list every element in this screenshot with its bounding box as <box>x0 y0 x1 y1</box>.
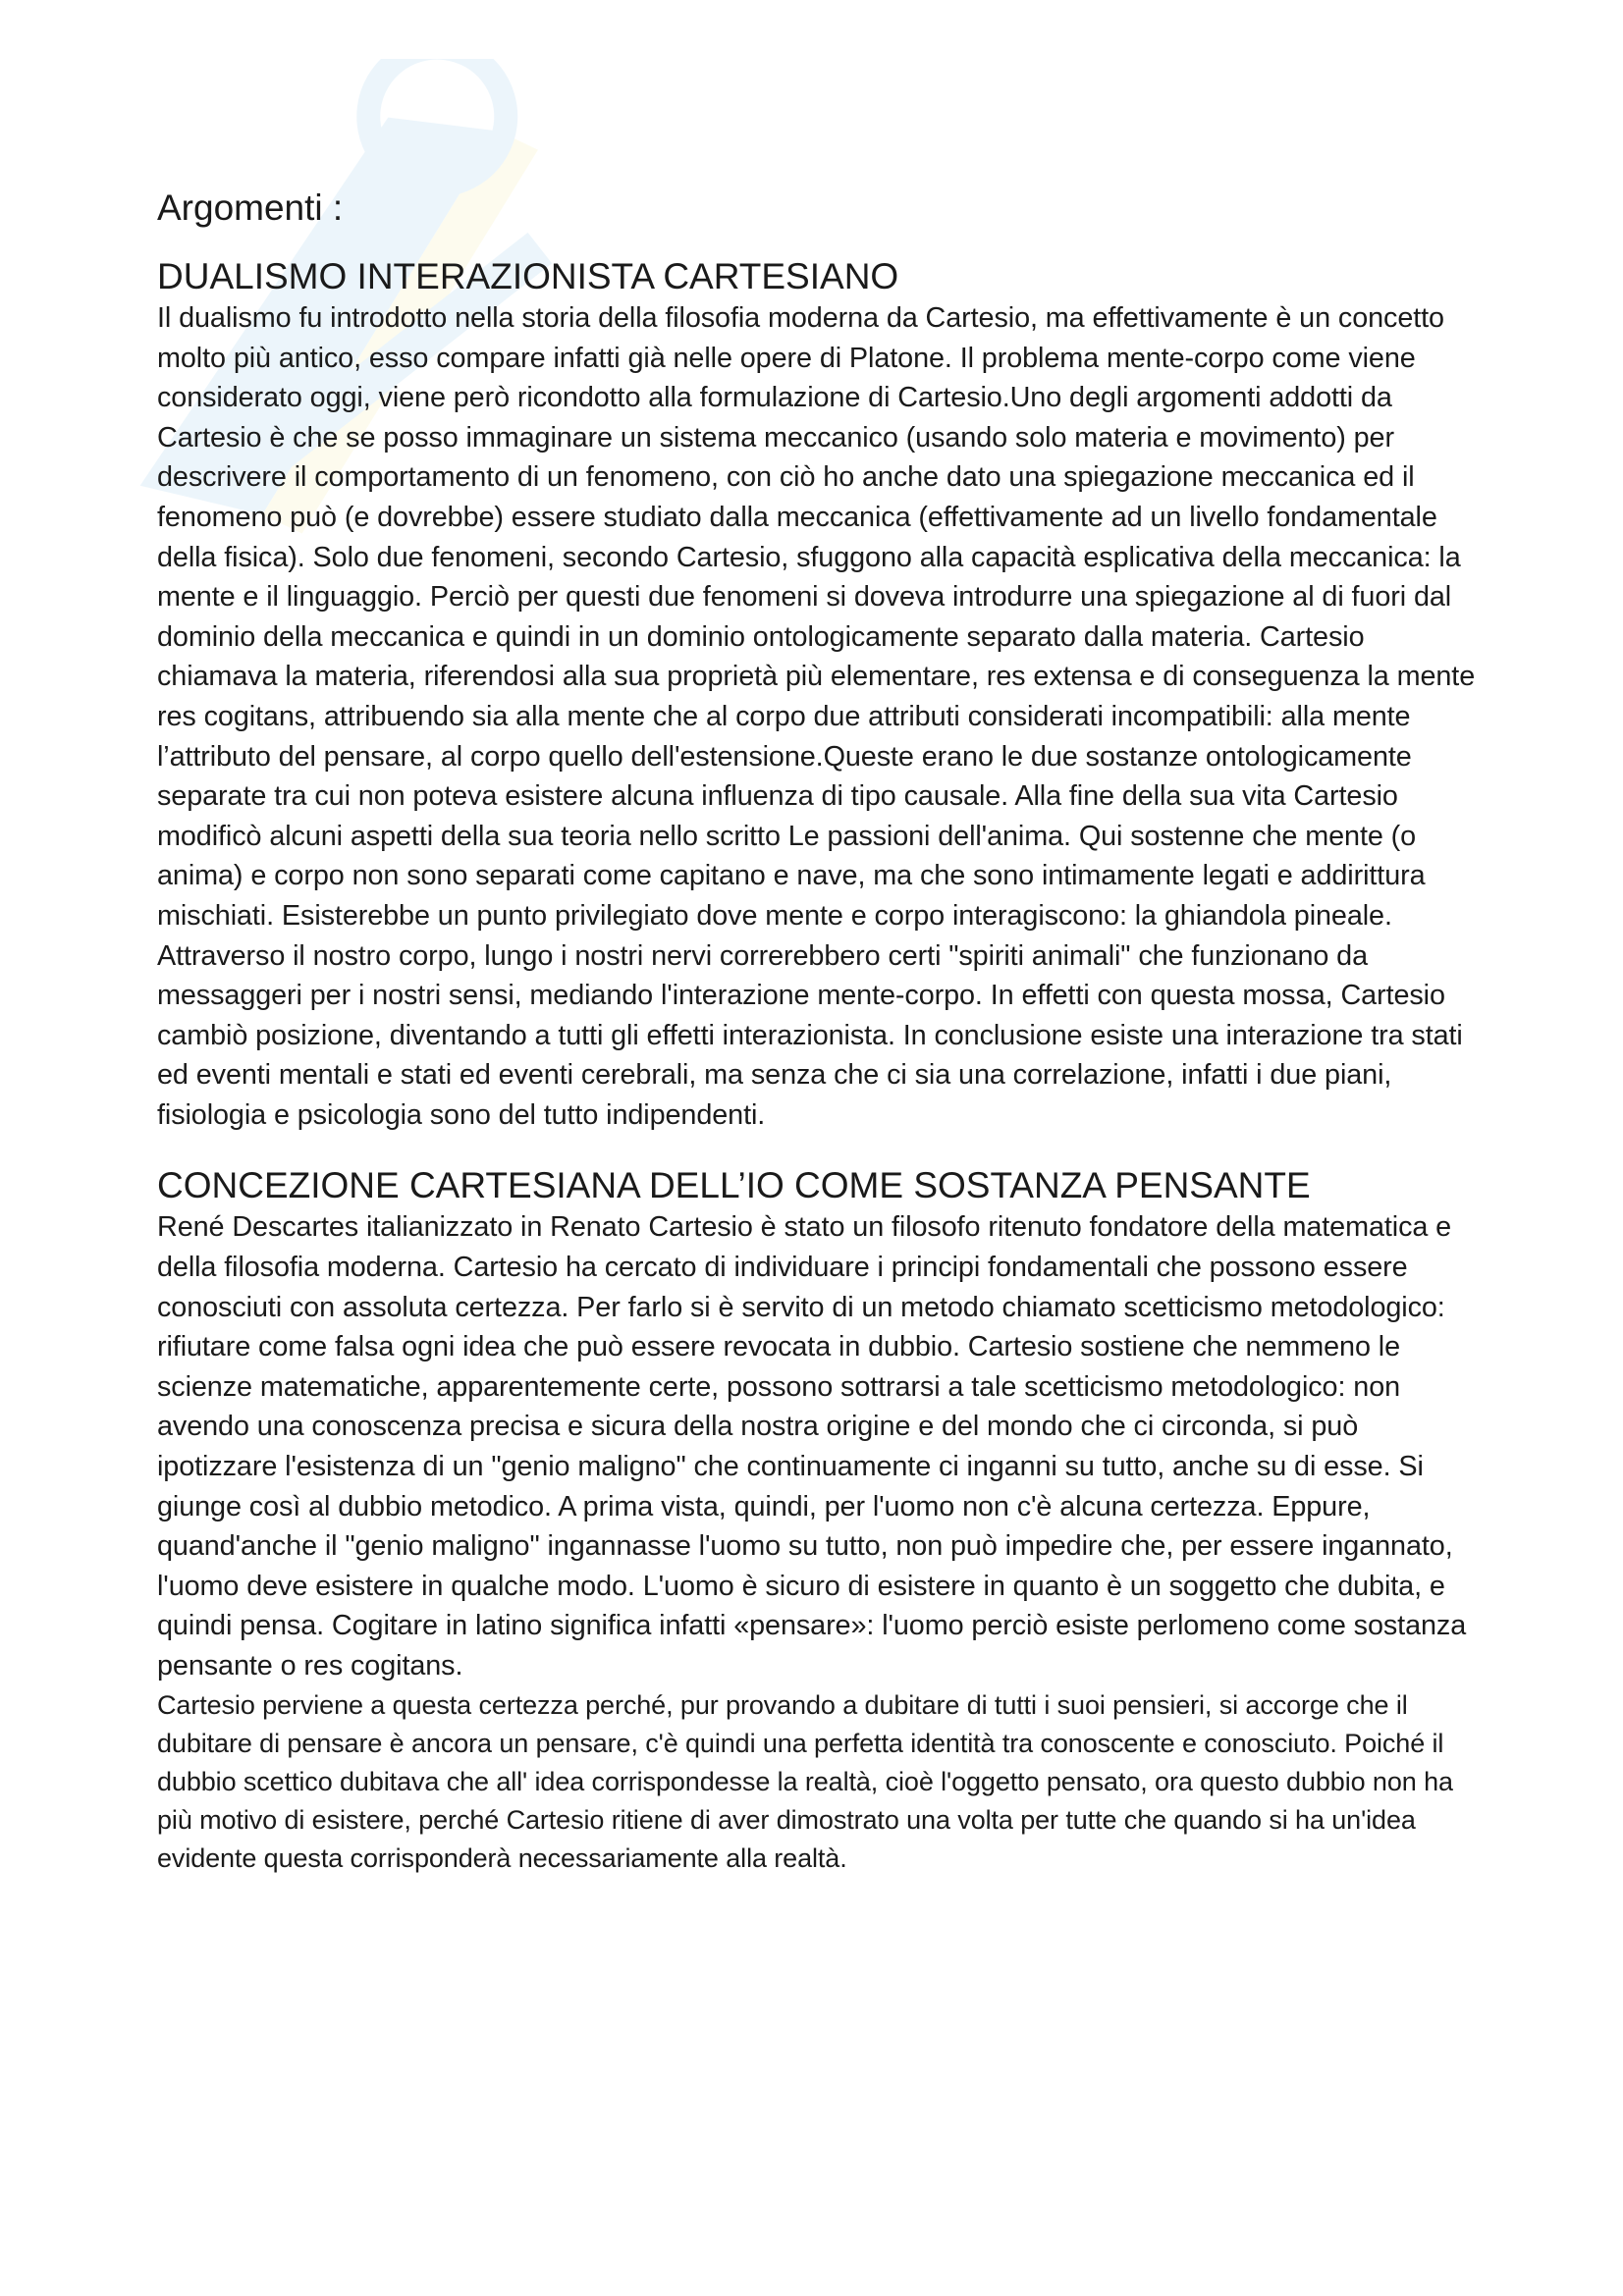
section-title: DUALISMO INTERAZIONISTA CARTESIANO <box>157 256 899 296</box>
section-body: René Descartes italianizzato in Renato Cartesio è stato un filosofo ritenuto fondatore della matematica e della filosofia moderna. Cartesio ha cercato di individuare i principi fondamentali che possono essere conosciuti con assoluta certezza. Per farlo si è servito di un metodo chiamato scetticismo metodologico: rifiutare come falsa ogni idea che può essere revocata in dubbio. Cartesio sostiene che nemmeno le scienze matematiche, apparentemente certe, possono sottrarsi a tale scetticismo metodologico: non avendo una conoscenza precisa e sicura della nostra origine e del mondo che ci circonda, si può ipotizzare l'esistenza di un "genio maligno" che continuamente ci inganni su tutto, anche su di esse. Si giunge così al dubbio metodico. A prima vista, quindi, per l'uomo non c'è alcuna certezza. Eppure, quand'anche il "genio maligno" ingannasse l'uomo su tutto, non può impedire che, per essere ingannato, l'uomo deve esistere in qualche modo. L'uomo è sicuro di esistere in quanto è un soggetto che dubita, e quindi pensa. Cogitare in latino significa infatti «pensare»: l'uomo perciò esiste perlomeno come sostanza pensante o res cogitans. <box>157 1211 1467 1682</box>
section-body: Il dualismo fu introdotto nella storia della filosofia moderna da Cartesio, ma effettivamente è un concetto molto più antico, esso compare infatti già nelle opere di Platone. Il problema mente-corpo come viene considerato oggi, viene però ricondotto alla formulazione di Cartesio.Uno degli argomenti addotti da Cartesio è che se posso immaginare un sistema meccanico (usando solo materia e movimento) per descrivere il comportamento di un fenomeno, con ciò ho anche dato una spiegazione meccanica ed il fenomeno può (e dovrebbe) essere studiato dalla meccanica (effettivamente ad un livello fondamentale della fisica). Solo due fenomeni, secondo Cartesio, sfuggono alla capacità esplicativa della meccanica: la mente e il linguaggio. Perciò per questi due fenomeni si doveva introdurre una spiegazione al di fuori dal dominio della meccanica e quindi in un dominio ontologicamente separato dalla materia. Cartesio chiamava la materia, riferendosi alla sua proprietà più elementare, res extensa e di conseguenza la mente res cogitans, attribuendo sia alla mente che al corpo due attributi considerati incompatibili: alla mente l’attributo del pensare, al corpo quello dell'estensione.Queste erano le due sostanze ontologicamente separate tra cui non poteva esistere alcuna influenza di tipo causale. Alla fine della sua vita Cartesio modificò alcuni aspetti della sua teoria nello scritto Le passioni dell'anima. Qui sostenne che mente (o anima) e corpo non sono separati come capitano e nave, ma che sono intimamente legati e addirittura mischiati. Esisterebbe un punto privilegiato dove mente e corpo interagiscono: la ghiandola pineale. Attraverso il nostro corpo, lungo i nostri nervi correrebbero certi "spiriti animali" che funzionano da messaggeri per i nostri sensi, mediando l'interazione mente-corpo. In effetti con questa mossa, Cartesio cambiò posizione, diventando a tutti gli effetti interazionista. In conclusione esiste una interazione tra stati ed eventi mentali e stati ed eventi cerebrali, ma senza che ci sia una correlazione, infatti i due piani, fisiologia e psicologia sono del tutto indipendenti. <box>157 302 1476 1131</box>
section-concezione <box>157 1164 1483 1877</box>
section-body-continued: Cartesio perviene a questa certezza perché, pur provando a dubitare di tutti i suoi pensieri, si accorge che il dubitare di pensare è ancora un pensare, c'è quindi una perfetta identità tra conoscente e conosciuto. Poiché il dubbio scettico dubitava che all' idea corrispondesse la realtà, cioè l'oggetto pensato, ora questo dubbio non ha più motivo di esistere, perché Cartesio ritiene di aver dimostrato una volta per tutte che quando si ha un'idea evidente questa corrisponderà necessariamente alla realtà. <box>157 1689 1453 1873</box>
section-title: CONCEZIONE CARTESIANA DELL’IO COME SOSTANZA PENSANTE <box>157 1165 1311 1206</box>
document-page <box>157 187 1483 1907</box>
section-dualismo <box>157 255 1483 1135</box>
topics-label: Argomenti : <box>157 187 344 228</box>
